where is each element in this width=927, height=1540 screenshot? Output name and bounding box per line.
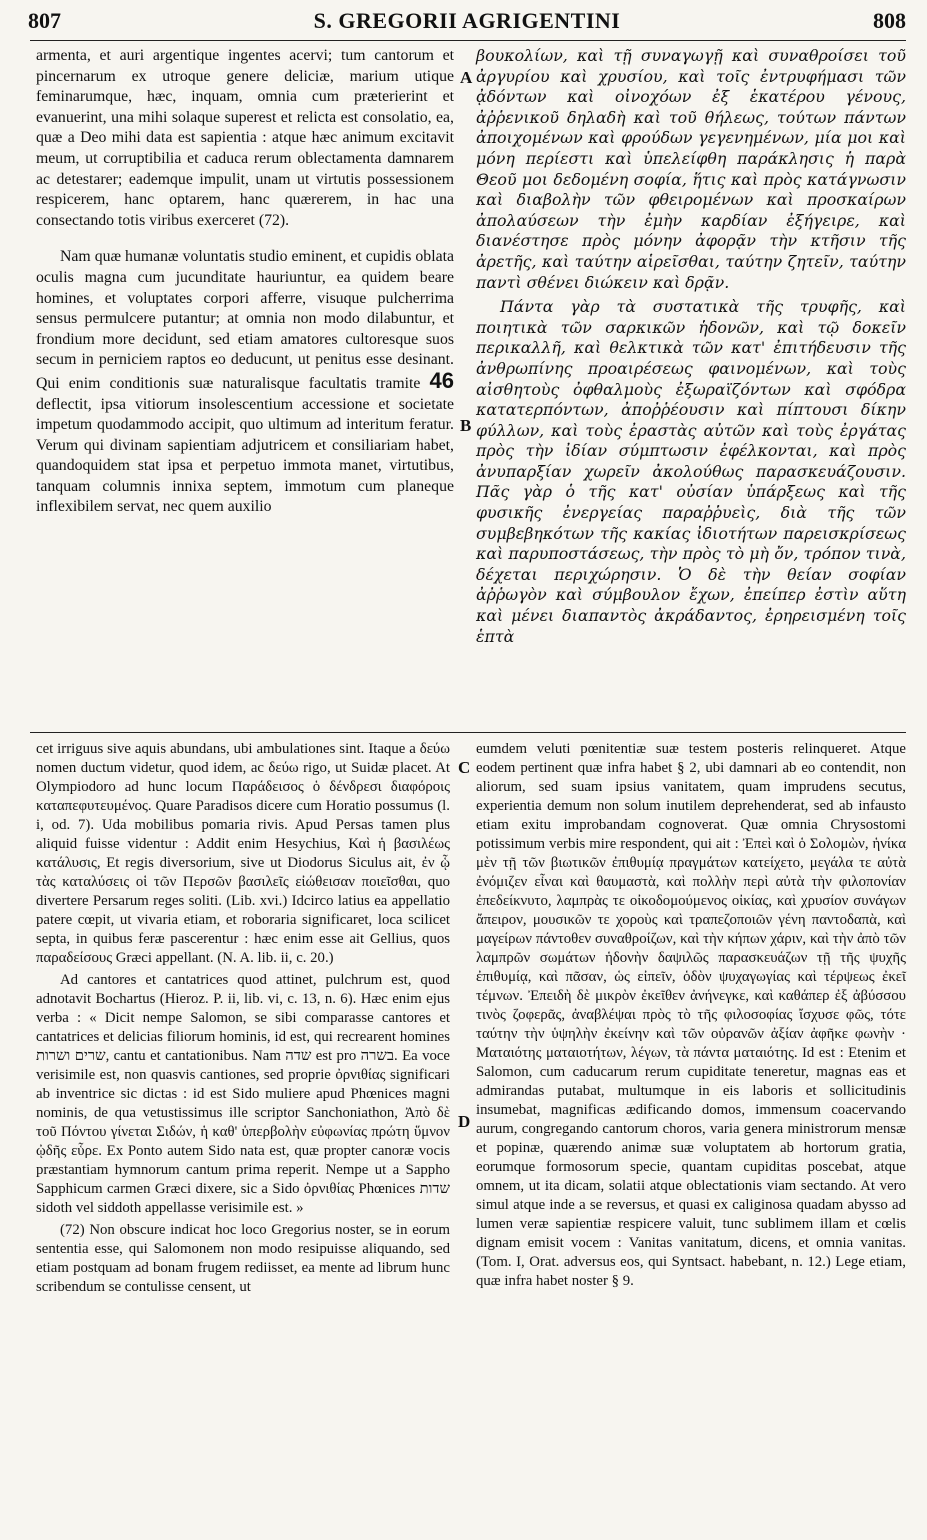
latin-text-column bbox=[36, 46, 454, 518]
page-header bbox=[28, 8, 906, 38]
note-continuation: eumdem veluti pœnitentiæ suæ testem posteris relinqueret. Atque eodem pertinent quæ infra habet § 2, ubi damnari ab eo contendit, non aliorum, sed suam ipsius vanitatem, quam imprudens secutus, experientia demum non solum inutilem deprehenderat, sed ab infausto etiam exitu improbandam cognoverat. Quæ omnia Chrysostomi potissimum verbis mire respondent, qui ait : Ἐπεὶ καὶ ὁ Σολομὼν, ἡνίκα μὲν τῇ τῶν βιωτικῶν ἐπιθυμίᾳ πραγμάτων κατείχετο, μεγάλα τε αὐτὰ ἐνόμιζεν εἶναι καὶ θαυμαστὰ, καὶ πολλὴν περὶ αὐτὰ τὴν φιλοπονίαν ἐπεδείκνυτο, λαμπρὰς τε οἰκοδομούμενος οἰκίας, καὶ χρυσίον συνάγων ἄπειρον, μουσικῶν τε χοροὺς καὶ τραπεζοποιῶν γένη παντοδαπὰ, καὶ μαγείρων πάντοθεν συναθροίζων, καὶ τὴν κήπων χάριν, καὶ τὴν ἀπὸ τῶν λαμπρῶν σωμάτων ἡδονὴν δαψιλῶς παρασκευάζων τῇ τῆς ψυχῆς ἐπιθυμίᾳ, καὶ πᾶσαν, ὡς εἰπεῖν, ὁδὸν ψυχαγωγίας καὶ τέρψεως ἐκεῖ τέμνων. Ἐπειδὴ δὲ μικρὸν ἐκεῖθεν ἀνήνεγκε, καὶ καθάπερ ἐξ ἀβύσσου τινὸς ζοφερᾶς, ἀναβλέψαι πρὸς τὸ τῆς φιλοσοφίας ἴσχυσε φῶς, τότε ταύτην τὴν ὑψηλὴν ἐκείνην καὶ τῶν οὐρανῶν ἀξίαν ἀφῆκε φωνὴν · Ματαιότης ματαιοτήτων, λέγων, τὰ πάντα ματαιότης. Id est : Etenim et Salomon, cum caducarum rerum cupiditate teneretur, magnas eas et admirandas putabat, multumque in eis laboris et sollicitudinis insumebat, magnificas ædificando domos, immensum coacervando aurum, congregando cantorum choros, varia genera ministrorum mensæ et popinæ, quærendo animæ suæ voluptatem ab hortorum gratia, eorumque formosorum specie, quantam cupiditas poscebat, atque omnem, ut ita dicam, solatii atque oblectationis viam sectando. At vero simul atque inde a se reversus, et quasi ex caliginosa quadam abysso ad lumen veræ sapientiæ respicere valuit, tunc sublimem illam et cœlis dignam emisit vocem : Vanitas vanitatum, dicens, et omnia vanitas. (Tom. I, Orat. adversus eos, qui Syntsact. habebant, n. 12.) Lege etiam, quæ infra habet noster § 9. bbox=[476, 741, 906, 1289]
greek-paragraph-2: Πάντα γὰρ τὰ συστατικὰ τῆς τρυφῆς, καὶ ποιητικὰ τῶν σαρκικῶν ἡδονῶν, καὶ τῷ δοκεῖν περικαλλῆ, καὶ θελκτικὰ τῶν κατ' ἐπιτήδευσιν τῆς ἀνθρωπίνης προαιρέσεως φαινομένων, καὶ τοὺς αἰσθητοὺς ὀφθαλμοὺς ἐξωραϊζόντων καὶ σφόδρα κατατερπόντων, ἀποῤῥέουσιν καὶ πίπτουσι δίκην φύλλων, καὶ τοὺς ἐραστὰς αὐτῶν καὶ τοὺς ἐργάτας πρὸς τὴν ἰδίαν σύμπτωσιν ἐφέλκονται, καὶ πρὸς ἀνυπαρξίαν χωρεῖν ἀκολούθως παρασκευάζουσιν. Πᾶς γὰρ ὁ τῆς κατ' οὐσίαν ὑπάρξεως καὶ τῆς φυσικῆς ἐνεργείας παραῤῥυεὶς, διὰ τῆς τῶν συμβεβηκότων τῆς κακίας ἰδιοτήτων παρεισκρίσεως καὶ παρυποστάσεως, τὴν πρὸς τὸ μὴ ὄν, τρόπον τινὰ, δέχεται περιχώρησιν. Ὁ δὲ τὴν θείαν σοφίαν ἀῤῥωγὸν καὶ σύμβουλον ἔχων, ἐπείπερ ἐστὶν αὕτη καὶ μένει διαπαντὸς ἀκράδαντος, ἐρηρεισμένη τοῖς ἑπτὰ bbox=[476, 297, 906, 646]
latin-paragraph-2 bbox=[36, 247, 454, 518]
page-number-left: 807 bbox=[28, 8, 61, 33]
margin-marker-d: D bbox=[458, 1112, 471, 1131]
note-72: (72) Non obscure indicat hoc loco Gregorius noster, se in eorum sententia esse, qui Salomonem non modo resipuisse aliquando, sed etiam postquam ad bonam frugem rediisset, ea mente ad librum hunc scribendum se contulisse censent, ut bbox=[36, 1222, 450, 1295]
margin-marker-b: B bbox=[460, 416, 472, 435]
notes-right-column bbox=[476, 740, 906, 1291]
margin-marker-a: A bbox=[460, 68, 473, 87]
latin-paragraph-1: armenta, et auri argentique ingentes acervi; tum cantorum et pincernarum ex utroque genere deliciæ, marium utique feminarumque, hæc, inquam, omnia cum præterierint et evanuerint, una mihi solaque superest et relicta est consolatio, ea, quæ a Deo mihi data est sapientia : atque hæc animum excitavit meum, ut corruptibilia et caduca rerum oblectamenta damnarem ac detestarer; eademque impulit, unam ut virtutis possessionem respicerem, hanc optarem, hanc quærerem, in hac una consectando totis viribus exerceret (72). bbox=[36, 47, 454, 229]
running-title: S. GREGORII AGRIGENTINI bbox=[313, 8, 621, 33]
latin-paragraph-2-part-1: Nam quæ humanæ voluntatis studio eminent, et cupidis oblata oculis magna cum jucunditate hauriuntur, ea quidem beare homines, et voluptates corpori afferre, visuque pulcherrima sensus permulcere putantur; at omnia non modo dilabuntur, et frondium more decidunt, sed etiam amatores cultoresque suos secum in perniciem raptos eo deducunt, ut penitus esse desinant. Qui enim conditionis suæ naturalisque facultatis tramite bbox=[36, 248, 454, 392]
notes-left-column bbox=[36, 740, 450, 1297]
header-rule bbox=[30, 40, 906, 41]
latin-paragraph-2-part-2: deflectit, ipsa vitiorum insolescentium accessione et societate impetum quodammodo accipit, quo ultimum ad interitum feratur. Verum qui divinam sapientiam adjutricem et consiliariam habet, quandoquidem stat ipsa et perpetuo immota manet, virtutibus, tanquam columnis innixa septem, immotum cum planeque inflexibilem servat, nec quem auxilio bbox=[36, 395, 454, 516]
note-paradise: cet irriguus sive aquis abundans, ubi ambulationes sint. Itaque a δεύω nomen ductum videtur, quod idem, ac δεύω rigo, ut Suidæ placet. At Olympiodoro ad hunc locum Παράδεισος ὁ δένδρεσι διαφόροις καταπεφυτευμένος. Quare Paradisos dicere cum Horatio possumus (l. i, od. 7). Uda mobilibus pomaria rivis. Apud Persas tamen plus aliquid fuisse videntur : Addit enim Hesychius, Καὶ ἡ βασιλέως κατάλυσις, Et regis diversorium, sive ut Diodorus Siculus ait, ἐν ᾧ τὰς καταλύσεις οἱ τῶν Περσῶν βασιλεῖς εἰώθεισαν ποιεῖσθαι, quo divertere Persarum reges soliti. (Lib. xvi.) Idcirco latius ea appellatio patere cœpit, ut vivaria etiam, et roboraria significaret, loca scilicet septa, in quibus feræ pascerentur : hæc enim esse ait Gellius, quos παραδείσους Græci appellant. (N. A. lib. ii, c. 20.) bbox=[36, 741, 450, 966]
margin-marker-c: C bbox=[458, 758, 471, 777]
greek-paragraph-1: βουκολίων, καὶ τῇ συναγωγῇ καὶ συναθροίσει τοῦ ἀργυρίου καὶ χρυσίου, καὶ τοῖς ἐντρυφήμασι τῶν ᾀδόντων καὶ οἰνοχόων ἐξ ἑκατέρου γένους, ἀῤῥενικοῦ δηλαδὴ καὶ τοῦ θήλεως, τούτων πάντων ἀποιχομένων καὶ φρούδων γεγενημένων, μία μοι καὶ μόνη περίεστι καὶ ὑπελείφθη παράκλησις ἡ παρὰ Θεοῦ μοι δεδομένη σοφία, ἥτις καὶ πρὸς κατάγνωσιν καὶ διαβολὴν τῶν φθειρομένων καὶ προσκαίρων ἀπολαύσεων τὴν ἐμὴν καρδίαν ἐξήγειρε, καὶ διανέστησε πρὸς μόνην ἀφορᾷν τὴν κτῆσιν τῆς ἀρετῆς, καὶ ταύτην αἱρεῖσθαι, ταύτην ζητεῖν, ταύτην παντὶ σθένει διώκειν καὶ δρᾷν. bbox=[476, 46, 906, 292]
column-number-marker: 46 bbox=[429, 367, 454, 393]
greek-text-column bbox=[476, 46, 906, 647]
footnote-rule bbox=[30, 732, 906, 733]
page-number-right: 808 bbox=[873, 8, 906, 33]
note-cantores: Ad cantores et cantatrices quod attinet, pulchrum est, quod adnotavit Bochartus (Hieroz. P. ii, lib. vi, c. 13, n. 6). Hæc enim ejus verba : « Dicit nempe Salomon, se sibi comparasse cantores et cantatrices et delicias filiorum hominis, id est, qui recrearent homines שרים ושרות, cantu et cantationibus. Nam שדה est pro בשרה. Ea voce verisimile est, non quasvis cantiones, sed proprie ὀρνιθίας significari ab inventrice sic dictas : id est Sido muliere apud Phœnices magni nominis, de qua vetustissimus ille scriptor Sanchoniathon, Ἀπὸ δὲ τοῦ Πόντου γίνεται Σιδών, ἡ καθ' ὑπερβολὴν εὐφωνίας πρώτη ὕμνον ᾠδῆς εὗρε. Ex Ponto autem Sido nata est, quæ propter canoræ vocis præstantiam hymnorum cantum prima reperit. Nempe ut a Sappho Sapphicum carmen Græci dixere, sic a Sido ὀρνιθίας Phœnices שדות sidoth vel siddoth appellasse verisimile est. » bbox=[36, 972, 450, 1216]
